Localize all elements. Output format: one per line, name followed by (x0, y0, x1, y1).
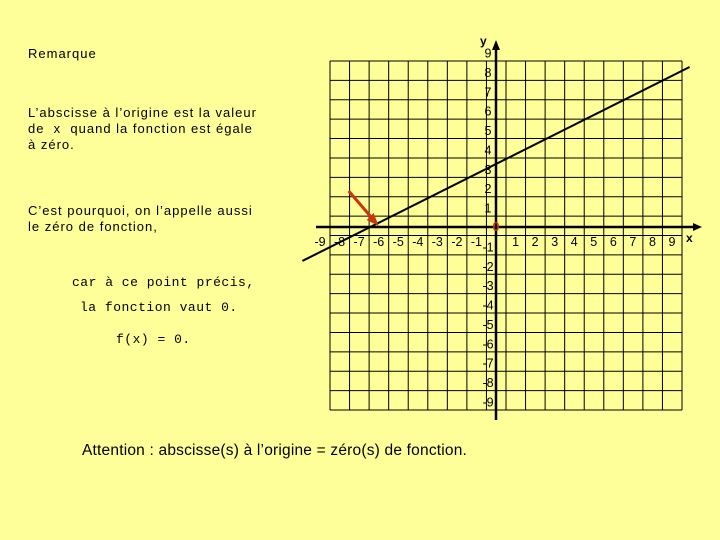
y-tick-label: 4 (484, 143, 492, 158)
x-tick-label: 7 (629, 235, 637, 249)
x-tick-label: -4 (412, 235, 424, 249)
x-tick-label: -2 (451, 235, 463, 249)
y-tick-label: -9 (482, 395, 494, 410)
x-tick-label: -7 (353, 235, 365, 249)
y-tick-label: 3 (484, 162, 492, 177)
x-axis-arrowhead (693, 223, 702, 231)
y-tick-label: 8 (484, 65, 492, 80)
y-tick-label: 2 (484, 182, 492, 197)
x-tick-label: -6 (373, 235, 385, 249)
y-tick-label: -3 (482, 279, 494, 294)
y-tick-label: 7 (484, 85, 492, 100)
equation-text: f(x) = 0. (116, 332, 191, 347)
remark-title: Remarque (28, 46, 97, 61)
x-tick-label: 3 (551, 235, 559, 249)
x-tick-label: -8 (333, 235, 346, 249)
y-tick-label: -2 (482, 259, 494, 274)
origin-label: 0 (492, 220, 500, 234)
y-tick-label: -5 (482, 317, 494, 332)
y-axis-label: y (480, 34, 487, 48)
y-tick-label: -6 (482, 337, 494, 352)
function-value-text: la fonction vaut 0. (80, 300, 238, 315)
y-tick-label: 5 (484, 124, 492, 139)
zero-of-function-text: C’est pourquoi, on l’appelle aussi le zéro de fonction, (28, 203, 253, 234)
x-tick-label: 4 (570, 235, 578, 249)
definition-text: L’abscisse à l’origine est la valeur de x quand la fonction est égale à zéro. (28, 105, 257, 152)
x-tick-label: 2 (531, 235, 539, 249)
y-tick-label: -8 (482, 376, 494, 391)
x-tick-label: -3 (431, 235, 443, 249)
y-axis-arrowhead (492, 40, 500, 50)
precise-point-text: car à ce point précis, (72, 275, 255, 290)
attention-note: Attention : abscisse(s) à l’origine = zéro(s) de fonction. (82, 442, 468, 459)
y-tick-label: 6 (484, 104, 492, 119)
x-tick-label: 5 (590, 235, 598, 249)
x-tick-label: 9 (668, 235, 676, 249)
x-tick-label: 6 (609, 235, 617, 249)
axes (316, 34, 702, 420)
x-tick-label: -1 (470, 235, 483, 249)
y-tick-label: -1 (482, 240, 494, 255)
x-axis-label: x (686, 231, 693, 245)
x-tick-label: -9 (314, 235, 326, 249)
y-tick-label: -7 (482, 356, 494, 371)
y-tick-label: 1 (484, 201, 492, 216)
x-tick-label: 1 (512, 235, 520, 249)
y-tick-label: -4 (482, 298, 494, 313)
x-tick-label: 8 (648, 235, 656, 249)
x-tick-label: -5 (392, 235, 404, 249)
y-tick-label: 9 (484, 46, 492, 61)
